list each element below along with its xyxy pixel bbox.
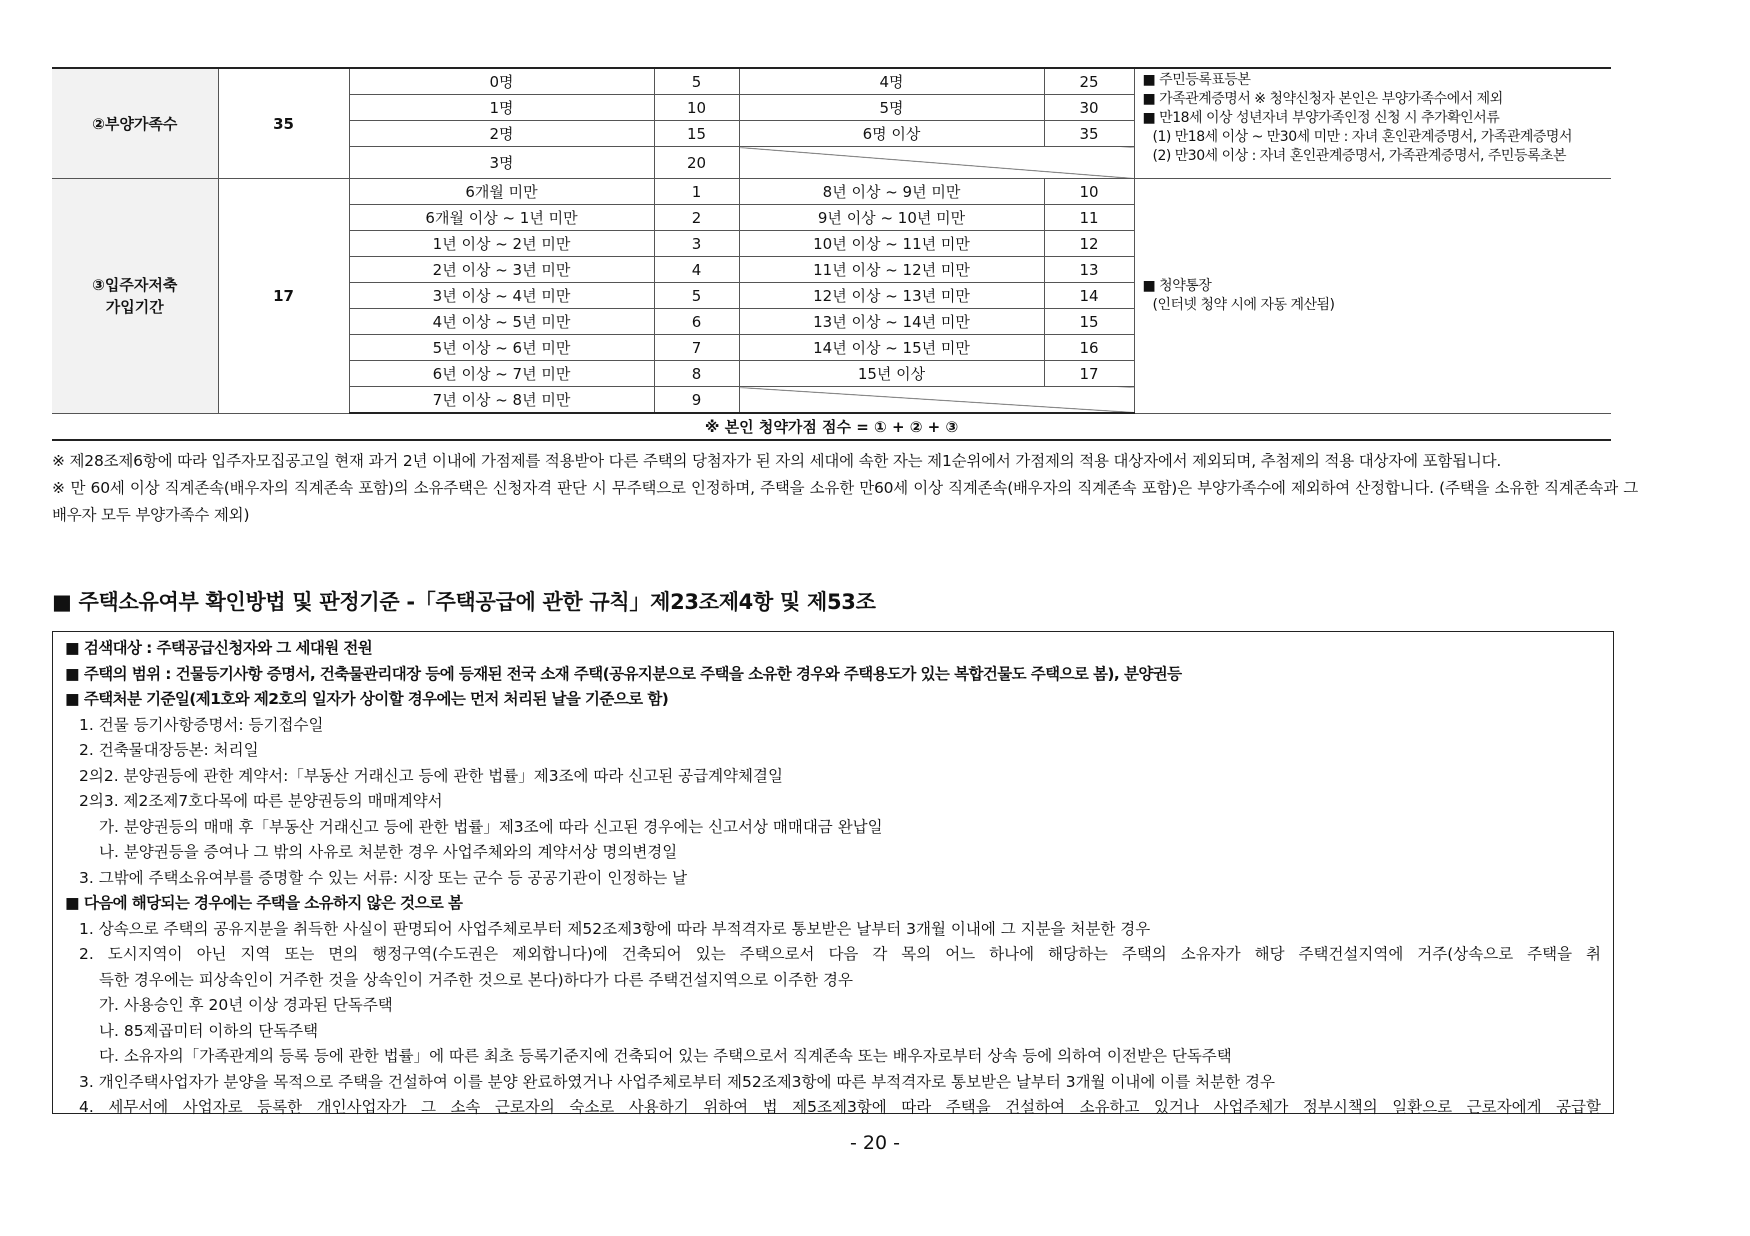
list-item: 4. 세무서에 사업자로 등록한 개인사업자가 그 소속 근로자의 숙소로 사용하기 위하여 법 제5조제3항에 따라 주택을 건설하여 소유하고 있거나 사업주체가 정부시책의 일환으로 근로자에게 공급할 [79, 1098, 1601, 1116]
range-score: 8 [654, 361, 739, 387]
list-subitem: 나. 분양권등을 증여나 그 밖의 사유로 처분한 경우 사업주체와의 계약서상 명의변경일 [99, 843, 678, 861]
range-score: 5 [654, 68, 739, 95]
list-item: 1. 건물 등기사항증명서: 등기접수일 [79, 715, 324, 734]
range-label: 5명 [739, 95, 1044, 121]
range-label: 8년 이상 ~ 9년 미만 [739, 179, 1044, 205]
range-score: 16 [1044, 335, 1134, 361]
notes [52, 448, 1638, 529]
range-label: 6명 이상 [739, 121, 1044, 147]
range-label: 9년 이상 ~ 10년 미만 [739, 205, 1044, 231]
page-number: - 20 - [850, 1132, 900, 1154]
range-score: 15 [1044, 309, 1134, 335]
range-label: 1년 이상 ~ 2년 미만 [349, 231, 654, 257]
range-score: 14 [1044, 283, 1134, 309]
range-label: 14년 이상 ~ 15년 미만 [739, 335, 1044, 361]
range-label: 1명 [349, 95, 654, 121]
range-label: 4년 이상 ~ 5년 미만 [349, 309, 654, 335]
document-line: ■ 만18세 이상 성년자녀 부양가족인정 신청 시 추가확인서류 [1142, 110, 1500, 126]
score-formula: ※ 본인 청약가점 점수 = ① + ② + ③ [52, 413, 1611, 440]
range-score: 25 [1044, 68, 1134, 95]
range-label: 2년 이상 ~ 3년 미만 [349, 257, 654, 283]
range-score: 6 [654, 309, 739, 335]
range-label: 7년 이상 ~ 8년 미만 [349, 387, 654, 414]
list-item: 2의3. 제2조제7호다목에 따른 분양권등의 매매계약서 [79, 792, 443, 810]
document-line: (1) 만18세 이상 ~ 만30세 미만 : 자녀 혼인관계증명서, 가족관계증명서 [1152, 129, 1572, 145]
range-score: 30 [1044, 95, 1134, 121]
list-item: 3. 개인주택사업자가 분양을 목적으로 주택을 건설하여 이를 분양 완료하였거나 사업주체로부터 제52조제3항에 따른 부적격자로 통보받은 날부터 3개월 이내에 이를 처분한 경우 [79, 1072, 1275, 1091]
required-documents-dependents [1134, 68, 1611, 179]
range-label: 13년 이상 ~ 14년 미만 [739, 309, 1044, 335]
category-savings: ③입주자저축 가입기간 [52, 179, 218, 414]
range-label: 6년 이상 ~ 7년 미만 [349, 361, 654, 387]
range-label: 0명 [349, 68, 654, 95]
list-subitem: 나. 85제곱미터 이하의 단독주택 [99, 1021, 319, 1040]
list-subitem: 다. 소유자의「가족관계의 등록 등에 관한 법률」에 따른 최초 등록기준지에 건축되어 있는 주택으로서 직계존속 또는 배우자로부터 상속 등에 의하여 이전받은 단독주택 [99, 1047, 1232, 1065]
range-label: 2명 [349, 121, 654, 147]
note-paragraph: ※ 제28조제6항에 따라 입주자모집공고일 현재 과거 2년 이내에 가점제를 적용받아 다른 주택의 당첨자가 된 자의 세대에 속한 자는 제1순위에서 가점제의 적용 대상자에서 제외되며, 추첨제의 적용 대상자에 포함됩니다. [52, 452, 1502, 470]
range-label: 11년 이상 ~ 12년 미만 [739, 257, 1044, 283]
range-score: 3 [654, 231, 739, 257]
list-item: 1. 상속으로 주택의 공유지분을 취득한 사실이 판명되어 사업주체로부터 제52조제3항에 따라 부적격자로 통보받은 날부터 3개월 이내에 그 지분을 처분한 경우 [79, 919, 1151, 938]
max-score-savings: 17 [218, 179, 349, 414]
range-score: 4 [654, 257, 739, 283]
criteria-house-scope: ■ 주택의 범위 : 건물등기사항 증명서, 건축물관리대장 등에 등재된 전국 소재 주택(공유지분으로 주택을 소유한 경우와 주택용도가 있는 복합건물도 주택으로 봄), 분양권등 [65, 664, 1182, 683]
list-subitem: 가. 분양권등의 매매 후「부동산 거래신고 등에 관한 법률」제3조에 따라 신고된 경우에는 신고서상 매매대금 완납일 [99, 817, 883, 836]
range-label: 4명 [739, 68, 1044, 95]
range-score: 5 [654, 283, 739, 309]
range-score: 15 [654, 121, 739, 147]
range-label: 10년 이상 ~ 11년 미만 [739, 231, 1044, 257]
range-label: 6개월 이상 ~ 1년 미만 [349, 205, 654, 231]
document-line: ■ 가족관계증명서 ※ 청약신청자 본인은 부양가족수에서 제외 [1142, 91, 1503, 107]
empty-diagonal-cell [739, 147, 1134, 179]
document-line: (2) 만30세 이상 : 자녀 혼인관계증명서, 가족관계증명서, 주민등록초본 [1152, 148, 1567, 164]
criteria-not-owned-heading: ■ 다음에 해당되는 경우에는 주택을 소유하지 않은 것으로 봄 [65, 894, 463, 912]
note-paragraph: ※ 만 60세 이상 직계존속(배우자의 직계존속 포함)의 소유주택은 신청자격 판단 시 무주택으로 인정하며, 주택을 소유한 만60세 이상 직계존속(배우자의 직계존속 포함)은 부양가족수에 제외하여 산정합니다. (주택을 소유한 직계존속과 그 배우자 모두 부양가족수 제외) [52, 479, 1638, 524]
range-score: 1 [654, 179, 739, 205]
list-subitem: 가. 사용승인 후 20년 이상 경과된 단독주택 [99, 996, 393, 1014]
range-score: 17 [1044, 361, 1134, 387]
range-score: 7 [654, 335, 739, 361]
document-line: ■ 청약통장 [1142, 277, 1212, 294]
list-item-continuation: 득한 경우에는 피상속인이 거주한 것을 상속인이 거주한 것으로 본다)하다가 다른 주택건설지역으로 이주한 경우 [99, 970, 853, 989]
range-score: 2 [654, 205, 739, 231]
range-score: 20 [654, 147, 739, 179]
range-score: 11 [1044, 205, 1134, 231]
category-dependents: ②부양가족수 [52, 68, 218, 179]
list-item: 2. 건축물대장등본: 처리일 [79, 741, 259, 759]
criteria-search-target: ■ 검색대상 : 주택공급신청자와 그 세대원 전원 [65, 639, 373, 657]
range-label: 6개월 미만 [349, 179, 654, 205]
range-score: 10 [654, 95, 739, 121]
range-score: 9 [654, 387, 739, 414]
document-line: ■ 주민등록표등본 [1142, 72, 1251, 88]
empty-diagonal-cell [739, 387, 1134, 414]
range-label: 12년 이상 ~ 13년 미만 [739, 283, 1044, 309]
range-score: 10 [1044, 179, 1134, 205]
list-item: 3. 그밖에 주택소유여부를 증명할 수 있는 서류: 시장 또는 군수 등 공공기관이 인정하는 날 [79, 868, 688, 887]
required-documents-savings [1134, 179, 1611, 414]
range-score: 13 [1044, 257, 1134, 283]
range-score: 35 [1044, 121, 1134, 147]
table-row [52, 179, 1611, 205]
table-row [52, 413, 1611, 440]
criteria-disposal-heading: ■ 주택처분 기준일(제1호와 제2호의 일자가 상이할 경우에는 먼저 처리된 날을 기준으로 함) [65, 690, 669, 708]
range-label: 3년 이상 ~ 4년 미만 [349, 283, 654, 309]
range-label: 15년 이상 [739, 361, 1044, 387]
range-label: 5년 이상 ~ 6년 미만 [349, 335, 654, 361]
range-score: 12 [1044, 231, 1134, 257]
criteria-box [52, 631, 1614, 1114]
section-title: ■ 주택소유여부 확인방법 및 판정기준 -「주택공급에 관한 규칙」제23조제4항 및 제53조 [52, 590, 876, 614]
range-label: 3명 [349, 147, 654, 179]
score-table [52, 67, 1611, 441]
table-row [52, 68, 1611, 95]
list-item: 2의2. 분양권등에 관한 계약서:「부동산 거래신고 등에 관한 법률」제3조에 따라 신고된 공급계약체결일 [79, 766, 783, 785]
list-item: 2. 도시지역이 아닌 지역 또는 면의 행정구역(수도권은 제외합니다)에 건축되어 있는 주택으로서 다음 각 목의 어느 하나에 해당하는 주택의 소유자가 해당 주택건설지역에 거주(상속으로 주택을 취 [79, 945, 1601, 963]
document-line: (인터넷 청약 시에 자동 계산됨) [1152, 296, 1335, 313]
max-score-dependents: 35 [218, 68, 349, 179]
